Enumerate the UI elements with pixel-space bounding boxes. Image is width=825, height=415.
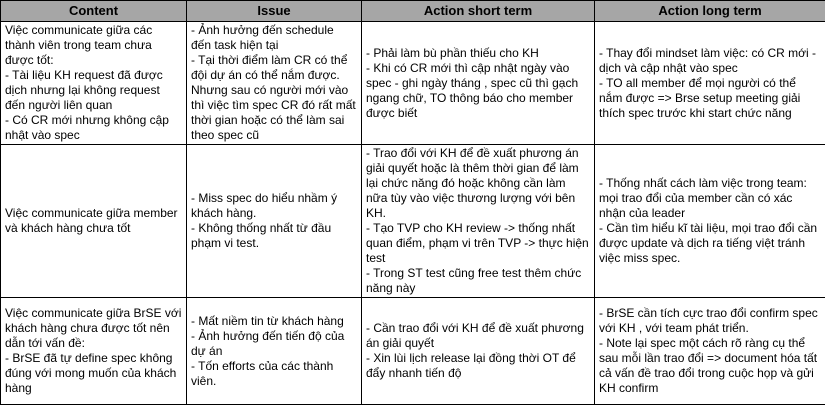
header-action-short-term: Action short term [362,1,595,22]
cell-issue: - Miss spec do hiểu nhầm ý khách hàng. - Không thống nhất từ đầu phạm vi test. [187,145,362,298]
cell-issue: - Mất niềm tin từ khách hàng - Ảnh hưởng đến tiến độ của dự án - Tốn efforts của các thành viên. [187,298,362,405]
cell-action-short-term: - Cần trao đổi với KH để đề xuất phương án giải quyết - Xin lùi lịch release lại đồng thời OT để đẩy nhanh tiến độ [362,298,595,405]
cell-content: Việc communicate giữa member và khách hàng chưa tốt [1,145,187,298]
cell-action-short-term: - Phải làm bù phần thiếu cho KH - Khi có CR mới thì cập nhật ngày vào spec - ghi ngày tháng , spec cũ thì gạch ngang chữ, TO thông báo cho member được biết [362,22,595,145]
cell-action-short-term: - Trao đổi với KH để đề xuất phương án giải quyết hoặc là thêm thời gian để làm lại chức năng đó hoặc không cần làm nữa tùy vào việc thương lượng với bên KH. - Tạo TVP cho KH review -> thống nhất quan điểm, phạm vi trên TVP -> thực hiện test - Trong ST test cũng free test thêm chức năng này [362,145,595,298]
cell-action-long-term: - Thay đổi mindset làm việc: có CR mới - dịch và cập nhật vào spec - TO all member để mọi người có thể nắm được => Brse setup meeting giải thích spec trước khi start chức năng [595,22,825,145]
header-action-long-term: Action long term [595,1,825,22]
cell-content: Việc communicate giữa BrSE với khách hàng chưa được tốt nên dẫn tới vấn đề: - BrSE đã tự define spec không đúng với mong muốn của khách hàng [1,298,187,405]
cell-content: Việc communicate giữa các thành viên trong team chưa được tốt: - Tài liệu KH request đã được dịch nhưng lại không request đến người liên quan - Có CR mới nhưng không cập nhật vào spec [1,22,187,145]
table-row [1,298,825,405]
header-content: Content [1,1,187,22]
table-row [1,145,825,298]
cell-action-long-term: - Thống nhất cách làm việc trong team: mọi trao đổi của member cần có xác nhận của leader - Cần tìm hiểu kĩ tài liệu, mọi trao đổi cần được update và dịch ra tiếng việt tránh việc miss spec. [595,145,825,298]
cell-action-long-term: - BrSE cần tích cực trao đổi confirm spec với KH , với team phát triển. - Note lại spec một cách rõ ràng cụ thể sau mỗi lần trao đổi => document hóa tất cả vấn đề trao đổi trong cuộc họp và gửi KH confirm [595,298,825,405]
table-row [1,22,825,145]
cell-issue: - Ảnh hưởng đến schedule đến task hiện tại - Tại thời điểm làm CR có thể đội dự án có thể nắm được. Nhưng sau có người mới vào thì việc tìm spec CR đó rất mất thời gian hoặc có thể làm sai theo spec cũ [187,22,362,145]
header-row [1,1,825,22]
header-issue: Issue [187,1,362,22]
